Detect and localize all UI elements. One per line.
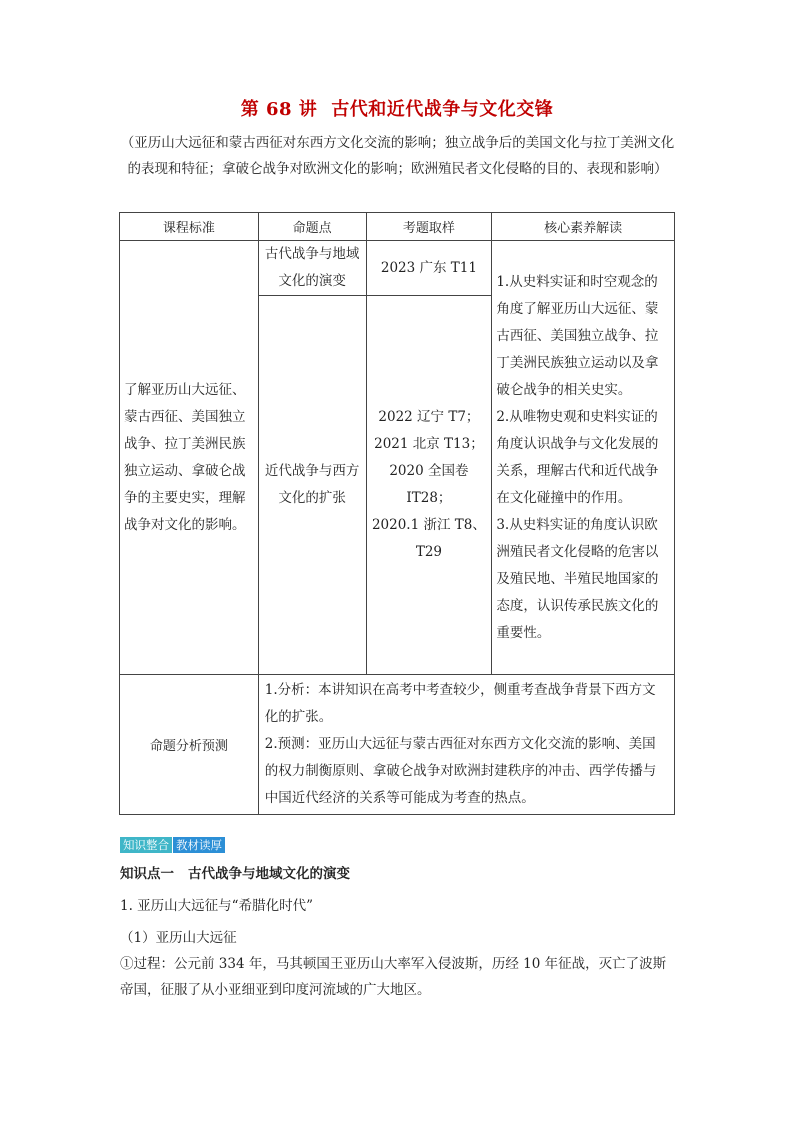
- tag-textbook: 教材读厚: [172, 837, 225, 853]
- exam-modern-cell: [366, 296, 492, 675]
- process-paragraph: ①过程：公元前 334 年，马其顿国王亚历山大率军入侵波斯，历经 10 年征战，灭亡了波斯帝国，征服了从小亚细亚到印度河流域的广大地区。: [120, 956, 667, 998]
- table-row: [120, 675, 675, 815]
- analysis-item-1: 1.分析：本讲知识在高考中考查较少，侧重考查战争背景下西方文化的扩张。: [264, 682, 656, 725]
- curriculum-standard-cell: 了解亚历山大远征、蒙古西征、美国独立战争、拉丁美洲民族独立运动、拿破仑战争的主要史实，理解战争对文化的影响。: [120, 241, 259, 675]
- core-literacy-cell: [492, 241, 675, 675]
- exam-item: 2021 北京 T13；: [374, 436, 484, 452]
- exam-item: 2022 辽宁 T7；: [378, 409, 480, 425]
- table-row: [120, 241, 675, 296]
- lecture-topic: 古代和近代战争与文化交锋: [331, 99, 554, 120]
- lecture-subtitle: （亚历山大远征和蒙古西征对东西方文化交流的影响；独立战争后的美国文化与拉丁美洲文化的表现和特征；拿破仑战争对欧洲文化的影响；欧洲殖民者文化侵略的目的、表现和影响）: [120, 135, 675, 177]
- table-header-row: [120, 213, 675, 241]
- knowledge-point-title: 古代战争与地域文化的演变: [188, 866, 350, 882]
- section-tag: [120, 837, 225, 853]
- knowledge-point-label: 知识点一: [120, 866, 174, 882]
- exam-item: 2023 广东 T11: [380, 259, 477, 276]
- sub-heading: （1）亚历山大远征: [120, 930, 237, 946]
- exam-item: 2020.1 浙江 T8、T29: [371, 517, 486, 560]
- point-ancient-cell: 古代战争与地域文化的演变: [258, 241, 366, 296]
- core-item-1: 1.从史料实证和时空观念的角度了解亚历山大远征、蒙古西征、美国独立战争、拉丁美洲民族独立运动以及拿破仑战争的相关史实。: [496, 273, 659, 398]
- analysis-cell: [258, 675, 674, 815]
- header-point: 命题点: [258, 213, 366, 241]
- header-core: 核心素养解读: [492, 213, 675, 241]
- exam-ancient-cell: [366, 241, 492, 296]
- tag-knowledge: 知识整合: [120, 837, 172, 853]
- exam-item: 2020 全国卷 IT28；: [389, 463, 469, 506]
- header-exam: 考题取样: [366, 213, 492, 241]
- core-item-3: 3.从史料实证的角度认识欧洲殖民者文化侵略的危害以及殖民地、半殖民地国家的态度，认识传承民族文化的重要性。: [496, 516, 659, 641]
- knowledge-point-heading: [120, 862, 350, 882]
- page-title: [0, 95, 794, 121]
- core-item-2: 2.从唯物史观和史料实证的角度认识战争与文化发展的关系，理解古代和近代战争在文化碰撞中的作用。: [496, 408, 659, 506]
- analysis-item-2: 2.预测：亚历山大远征与蒙古西征对东西方文化交流的影响、美国的权力制衡原则、拿破仑战争对欧洲封建秩序的冲击、西学传播与中国近代经济的关系等可能成为考查的热点。: [264, 736, 657, 806]
- analysis-label-cell: 命题分析预测: [120, 675, 259, 815]
- item-heading: 1. 亚历山大远征与“希腊化时代”: [120, 898, 313, 914]
- curriculum-table: [119, 212, 675, 815]
- lecture-number: 第 68 讲: [240, 99, 318, 120]
- header-standard: 课程标准: [120, 213, 259, 241]
- point-modern-cell: 近代战争与西方文化的扩张: [258, 296, 366, 675]
